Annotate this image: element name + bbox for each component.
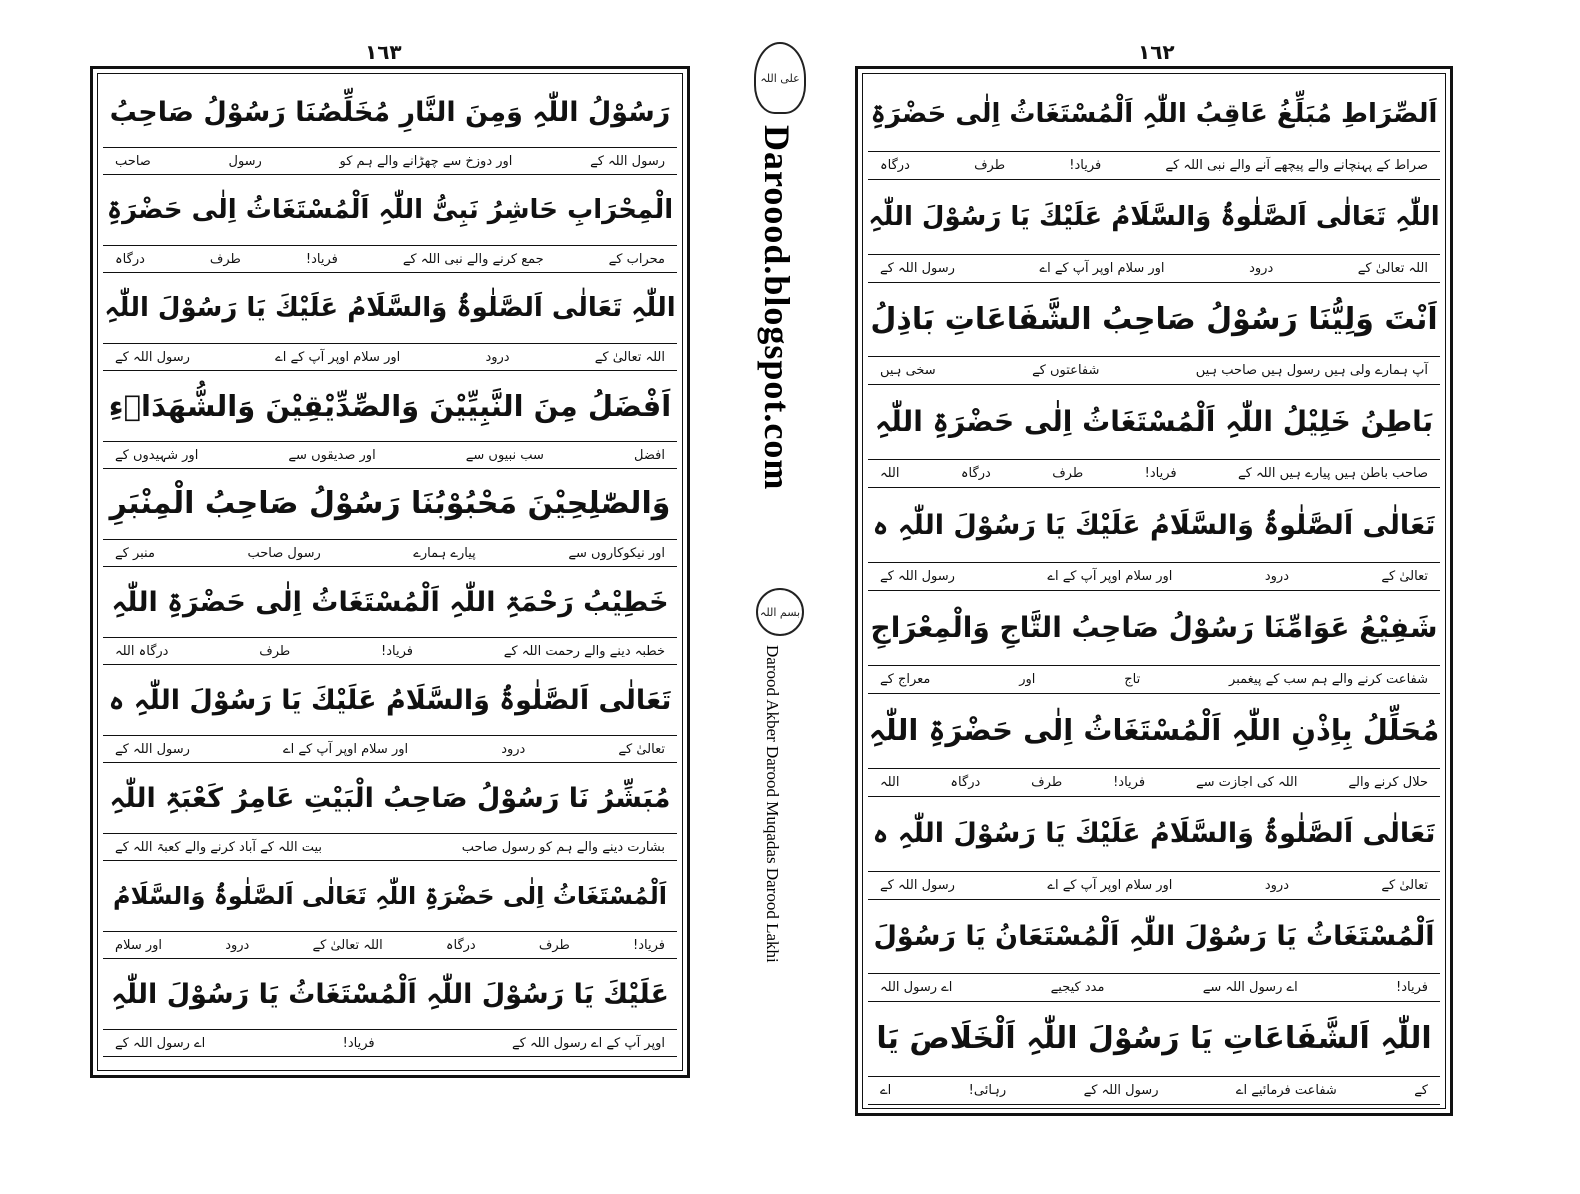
translation-word: فریاد! <box>1069 157 1102 173</box>
arabic-line: اَفْضَلُ مِنَ النَّبِیِّیْنَ وَالصِّدِّیْقِیْنَ وَالشُّهَدَاۗءِ <box>108 388 672 423</box>
arabic-line: اللّٰہِ اَلشَّفَاعَاتِ یَا رَسُوْلَ اللّٰہِ اَلْخَلَاصَ یَا <box>876 1021 1432 1057</box>
arabic-line: تَعَالٰی اَلصَّلٰوۃُ وَالسَّلَامُ عَلَیْكَ یَا رَسُوْلَ اللّٰہِ ہ <box>872 818 1436 850</box>
arabic-line: الْمِحْرَابِ حَاشِرُ نَبِیُّ اللّٰہِ اَلْمُسْتَغَاثُ اِلٰی حَضْرَۃِ <box>106 195 674 225</box>
translation-word: اور سلام اوپر آپ کے اے <box>1047 877 1173 893</box>
translation-word: فریاد! <box>305 251 338 267</box>
translation-word: سخی ہیں <box>880 363 936 379</box>
translation-word: درود <box>225 937 250 953</box>
translation-word: فریاد! <box>1144 466 1177 482</box>
translation-word: اے رسول اللہ سے <box>1202 980 1298 996</box>
translation-word: رسول اللہ کے <box>1083 1083 1159 1099</box>
translation-word: اے <box>880 1083 892 1099</box>
arabic-line: اَنْتَ وَلِیُّنَا رَسُوْلُ صَاحِبُ الشَّفَاعَاتِ بَاذِلُ <box>870 301 1438 337</box>
translation-word: اے رسول اللہ <box>880 980 953 996</box>
translation-word: طرف <box>538 937 570 953</box>
translation-word: جمع کرنے والے نبی اللہ کے <box>402 251 544 267</box>
translation-word: رسول اللہ کے <box>880 569 955 585</box>
translation-word: اوپر آپ کے اے رسول اللہ کے <box>512 1035 665 1051</box>
translation-word: رسول اللہ کے <box>880 877 955 893</box>
arabic-line: اَلْمُسْتَغَاثُ یَا رَسُوْلَ اللّٰہِ اَلْمُسْتَعَانُ یَا رَسُوْلَ <box>873 920 1435 952</box>
translation-word: صراط کے پہنچانے والے پیچھے آنے والے نبی اللہ کے <box>1165 157 1428 173</box>
translation-line <box>868 562 1440 591</box>
arabic-line: مُبَشِّرُ نَا رَسُوْلُ صَاحِبُ الْبَیْتِ عَامِرُ كَعْبَۃِ اللّٰہِ <box>109 782 671 814</box>
translation-line <box>868 973 1440 1002</box>
center-gutter <box>730 0 820 1194</box>
translation-word: درود <box>485 349 510 365</box>
translation-word: اور نیکوکاروں سے <box>568 545 665 561</box>
translation-word: اللہ <box>880 774 900 790</box>
translation-word: درگاہ <box>115 251 145 267</box>
translation-word: صاحب <box>115 153 151 169</box>
arabic-line: اللّٰہِ تَعَالٰی اَلصَّلٰوۃُ وَالسَّلَامُ عَلَیْكَ یَا رَسُوْلَ اللّٰہِ <box>104 293 676 323</box>
translation-line <box>868 459 1440 488</box>
translation-word: تعالیٰ کے <box>1381 877 1428 893</box>
translation-word: اللہ کی اجازت سے <box>1195 774 1298 790</box>
translation-line <box>103 441 677 469</box>
right-page-number: ١٦٢ <box>1138 40 1175 64</box>
translation-line <box>868 1076 1440 1105</box>
site-watermark: Daroood.blogspot.com <box>757 125 797 491</box>
translation-word: درگاہ <box>950 774 981 790</box>
top-calligraphy-seal: علی اللہ <box>754 42 806 114</box>
translation-word: بشارت دینے والے ہم کو رسول صاحب <box>461 839 665 855</box>
arabic-line: مُحَلِّلُ بِاِذْنِ اللّٰہِ اَلْمُسْتَغَاثُ اِلٰی حَضْرَۃِ اللّٰہِ <box>868 713 1440 748</box>
arabic-line: اللّٰہِ تَعَالٰی اَلصَّلٰوۃُ وَالسَّلَامُ عَلَیْكَ یَا رَسُوْلَ اللّٰہِ <box>868 201 1440 232</box>
translation-word: درود <box>1264 877 1289 893</box>
translation-line <box>103 147 677 175</box>
right-page <box>855 66 1453 1116</box>
translation-word: اور صدیقوں سے <box>288 447 376 463</box>
translation-word: درود <box>501 741 526 757</box>
translation-word: محراب کے <box>608 251 665 267</box>
translation-line <box>103 245 677 273</box>
translation-word: درگاہ <box>445 937 476 953</box>
translation-word: فریاد! <box>342 1035 375 1051</box>
left-page-lines <box>103 77 677 1067</box>
translation-word: فریاد! <box>1396 980 1428 996</box>
translation-word: رسول <box>228 153 262 169</box>
translation-word: اور دوزخ سے چھڑانے والے ہم کو <box>339 153 513 169</box>
translation-line <box>103 637 677 665</box>
translation-line <box>103 931 677 959</box>
translation-word: فریاد! <box>1113 774 1146 790</box>
translation-line <box>103 539 677 567</box>
translation-word: حلال کرنے والے <box>1348 774 1428 790</box>
translation-word: اللہ تعالیٰ کے <box>1357 260 1428 276</box>
left-page <box>90 66 690 1078</box>
translation-word: فریاد! <box>381 643 413 659</box>
translation-word: طرف <box>209 251 241 267</box>
translation-word: اللہ تعالیٰ کے <box>594 349 665 365</box>
translation-word: شفاعتوں کے <box>1032 363 1100 379</box>
translation-word: تعالیٰ کے <box>618 741 665 757</box>
translation-word: سب نبیوں سے <box>465 447 544 463</box>
translation-line <box>103 1029 677 1057</box>
translation-word: اللہ <box>880 466 900 482</box>
translation-line <box>103 343 677 371</box>
translation-word: رسول اللہ کے <box>590 153 665 169</box>
translation-word: درود <box>1249 260 1274 276</box>
arabic-line: بَاطِنُ خَلِیْلُ اللّٰہِ اَلْمُسْتَغَاثُ اِلٰی حَضْرَۃِ اللّٰہِ <box>874 405 1434 439</box>
arabic-line: رَسُوْلُ اللّٰہِ وَمِنَ النَّارِ مُخَلِّصُنَا رَسُوْلُ صَاحِبُ <box>109 96 671 128</box>
translation-word: رسول اللہ کے <box>115 349 190 365</box>
translation-word: اور سلام اوپر آپ کے اے <box>283 741 409 757</box>
translation-word: بیت اللہ کے آباد کرنے والے کعبۃ اللہ کے <box>115 839 323 855</box>
arabic-line: اَلْمُسْتَغَاثُ اِلٰی حَضْرَۃِ اللّٰہِ تَعَالٰی اَلصَّلٰوۃُ وَالسَّلَامُ <box>113 882 667 910</box>
translation-word: خطبہ دینے والے رحمت اللہ کے <box>503 643 665 659</box>
translation-word: آپ ہمارے ولی ہیں رسول ہیں صاحب ہیں <box>1195 363 1428 379</box>
translation-word: رسول اللہ کے <box>880 260 955 276</box>
middle-calligraphy-seal: بسم اللہ <box>756 588 804 636</box>
translation-line <box>868 871 1440 900</box>
translation-word: اے رسول اللہ کے <box>115 1035 206 1051</box>
translation-line <box>868 254 1440 283</box>
translation-word: تعالیٰ کے <box>1381 569 1428 585</box>
arabic-line: شَفِیْعُ عَوَامِّنَا رَسُوْلُ صَاحِبُ التَّاجِ وَالْمِعْرَاجِ <box>870 610 1438 644</box>
translation-word: افضل <box>634 447 665 463</box>
translation-line <box>103 735 677 763</box>
arabic-line: تَعَالٰی اَلصَّلٰوۃُ وَالسَّلَامُ عَلَیْكَ یَا رَسُوْلَ اللّٰہِ ہ <box>108 684 672 716</box>
translation-word: اور سلام <box>115 937 163 953</box>
arabic-line: عَلَیْكَ یَا رَسُوْلَ اللّٰہِ اَلْمُسْتَغَاثُ یَا رَسُوْلَ اللّٰہِ <box>111 978 669 1010</box>
translation-word: منبر کے <box>115 545 155 561</box>
translation-word: پیارے ہمارے <box>413 545 476 561</box>
translation-word: طرف <box>974 157 1006 173</box>
translation-word: فریاد! <box>633 937 665 953</box>
translation-word: تاج <box>1124 671 1141 687</box>
translation-word: مدد کیجیے <box>1050 980 1105 996</box>
translation-line <box>868 356 1440 385</box>
translation-line <box>868 665 1440 694</box>
translation-word: معراج کے <box>880 671 931 687</box>
translation-word: اور سلام اوپر آپ کے اے <box>1047 569 1173 585</box>
translation-word: طرف <box>259 643 291 659</box>
translation-word: رہائی! <box>968 1083 1007 1099</box>
translation-word: صاحب باطن ہیں پیارے ہیں اللہ کے <box>1238 466 1428 482</box>
translation-word: رسول اللہ کے <box>115 741 190 757</box>
translation-line <box>103 833 677 861</box>
translation-word: اللہ تعالیٰ کے <box>312 937 383 953</box>
translation-line <box>868 768 1440 797</box>
translation-word: اور <box>1019 671 1036 687</box>
arabic-line: وَالصّٰلِحِیْنَ مَحْبُوْبُنَا رَسُوْلُ صَاحِبُ الْمِنْبَرِ <box>109 486 671 521</box>
translation-line <box>868 151 1440 180</box>
translation-word: کے <box>1414 1083 1428 1099</box>
translation-word: اور شہیدوں کے <box>115 447 199 463</box>
arabic-line: اَلصِّرَاطِ مُبَلِّغُ عَاقِبُ اللّٰہِ اَلْمُسْتَغَاثُ اِلٰی حَضْرَۃِ <box>870 98 1438 129</box>
arabic-line: خَطِیْبُ رَحْمَۃِ اللّٰہِ اَلْمُسْتَغَاثُ اِلٰی حَضْرَۃِ اللّٰہِ <box>111 586 669 618</box>
translation-word: رسول صاحب <box>247 545 321 561</box>
translation-word: اور سلام اوپر آپ کے اے <box>275 349 401 365</box>
translation-word: شفاعت فرمائیے اے <box>1235 1083 1337 1099</box>
right-page-lines <box>868 77 1440 1105</box>
book-subtitle: Darood Akber Darood Muqadas Darood Lakhi <box>763 645 782 963</box>
arabic-line: تَعَالٰی اَلصَّلٰوۃُ وَالسَّلَامُ عَلَیْكَ یَا رَسُوْلَ اللّٰہِ ہ <box>872 509 1436 541</box>
translation-word: شفاعت کرنے والے ہم سب کے پیغمبر <box>1229 671 1428 687</box>
translation-word: درگاہ <box>880 157 910 173</box>
translation-word: درگاہ اللہ <box>115 643 169 659</box>
left-page-number: ١٦٣ <box>365 40 402 64</box>
translation-word: اور سلام اوپر آپ کے اے <box>1039 260 1165 276</box>
translation-word: طرف <box>1052 466 1084 482</box>
translation-word: طرف <box>1031 774 1063 790</box>
translation-word: درگاہ <box>960 466 991 482</box>
translation-word: درود <box>1264 569 1289 585</box>
